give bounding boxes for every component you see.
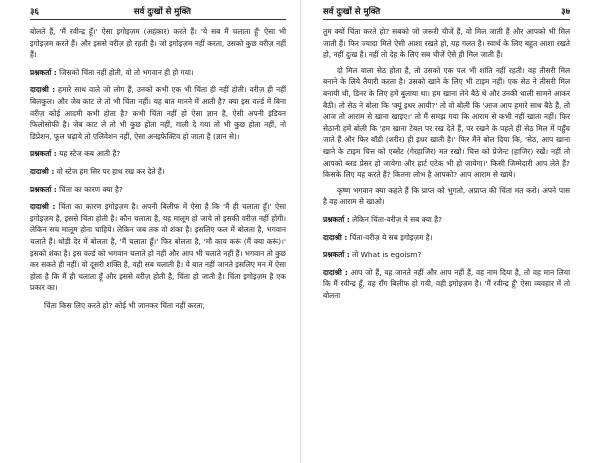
answer-paragraph: दादाश्री : आप जो हैं, वह जानते नहीं और आप नहीं हैं, वह नाम दिया है, तो वह मान लिया कि मैं रवीन्द्र हूँ, वह रॉंग बिलीफ हो गयी, वही इगोइज़म है। 'मैं रवीन्द्र हूँ' ऐसा व्यवहार में तो बोलना bbox=[323, 267, 570, 300]
speaker-label: दादाश्री : bbox=[323, 232, 348, 242]
running-title: सर्व दुःखों से मुक्ति bbox=[323, 7, 381, 17]
answer-paragraph: दादाश्री : वो स्टेज हम सिर पर हाथ रख कर देते हैं। bbox=[30, 166, 165, 176]
question-paragraph: प्रश्नकर्ता : जिसको चिंता नहीं होती, वो तो भगवान ही हो गया। bbox=[30, 67, 194, 77]
answer-paragraph: दादाश्री : चिंता-वरीज़ ये सब इगोइज़म है। bbox=[323, 232, 433, 242]
speaker-label: प्रश्नकर्ता : bbox=[30, 149, 57, 159]
page-number: ३६ bbox=[30, 7, 39, 17]
left-page-body bbox=[30, 26, 286, 311]
question-paragraph: प्रश्नकर्ता : यह स्टेज कब आती है? bbox=[30, 149, 121, 159]
paragraph: तुम क्यों चिंता करते हो? सबको जो जरूरी चीजें हैं, वो मिल जाती हैं और आपको भी मिल जाती हैं। फिर ज्यादा मिले ऐसी आशा रखते हो, यह गलत है। स्वार्थ के लिए बहुत आशा रखते हो, नहीं दुःख है। नहीं तो देह के लिए सब चीजें ऐसे ही मिल जाती हैं। bbox=[323, 27, 570, 60]
answer-paragraph: दादाश्री : चिंता का कारण इगोइज़म है। अपनी बिलीफ में ऐसा है कि 'मैं ही चलाता हूँ।' ऐसा इगोइज़म है, इससे चिंता होती है। कौन चलाता है, यह मालूम हो जाये तो इसकी वरीज़ नहीं होगी। लेकिन सच मालूम होना चाहिये। लेकिन जब तक वो शंका है। इसलिए फल में बोलता है, भगवान चलाते हैं। थोड़ी देर में बोलता है, 'मैं चलाता हूँ।' फिर बोलता है, 'मौ काय करूं (मैं क्या करूं)।' इसको शंका है। इस वर्ल्ड को भगवान चलाते हो नहीं और आप भी चलाते नहीं हैं। भगवान तो कुछ कर सकते ही नहीं। वो दूसरी शक्ति है, वही सब चलाती है। ये बात नहीं जानते इसलिए मन में ऐसा होता है कि मैं ही चलाता हूँ और इससे वरीज़ होती है, चिंता हो जाती है। चिंता इगोइज़म है एक प्रकार का। bbox=[30, 202, 286, 293]
speaker-label: दादाश्री : bbox=[30, 202, 56, 212]
question-paragraph: प्रश्नकर्ता : चिंता का कारण क्या है? bbox=[30, 184, 123, 194]
paragraph: दो मिल वाला सेठ होता है, तो उसको एक पल भी शांति नहीं रहती। वह तीसरी मिल बनाने के लिये तैयारी करता है। उसको खाने के लिए भी टाइम नहीं। एक सेठ ने तीसरी मिल बनायी थी, डिनर के लिए हमें बुलाया था। हम खाना लेने बैठे थे और उनकी थाली सामने आकर बैठी। तो सेठ ने बोला कि 'क्यूं इधर आयी?' तो वो बोली कि 'आज आप हमारे साथ बैठे हैं, तो आज तो आराम से खाना खाइए।' तो मैं समझ गया कि आराम से कभी नहीं खाता नहीं। फिर सेठानी हमें बोली कि 'हम खाना टेबल पर रख देते हैं, पर रखने के पहले ही सेठ मिल में पहुँच जाते हैं और फिर बॉडी (शरीर) ही इधर खाती है।' फिर मैंने बोल दिया कि, 'सेठ, आप खाना खाने के टाइम चित्त को एब्सेंट (गेरहाजिर) मत रखो। चित्त को प्रेजेन्ट (हाजिर) रखें। नहीं तो आपको ब्लड प्रेसर हो जायेगा और हार्ट एटेक भी हो जायेगा।' किसी जिम्मेदारी आप लेते हैं? किसके लिए यह करते हैं? कितना लोभ है आपको? आप आराम से खाये। bbox=[323, 65, 570, 180]
paragraph: बोलते हैं, 'मैं रवीन्द्र हूँ।' ऐसा इगोइज़म (अहंकार) करते हैं। 'ये सब मैं चलाता हूँ' ऐसा भी इगोइज़म करते हैं। और इससे वरीज़ हो रहती है। जो इगोइज़म नहीं करता, उसको कुछ वरीज़ नहीं हैं। bbox=[30, 27, 286, 60]
speaker-label: प्रश्नकर्ता : bbox=[30, 67, 57, 77]
speaker-label: प्रश्नकर्ता : bbox=[323, 214, 350, 224]
answer-paragraph: दादाश्री : हमारे साथ वाले जो लोग हैं, उनको कभी एक भी चिंता ही नहीं होती। वरीज़ ही नहीं बिलकुल। और जेब काट ले तो भी चिंता नहीं। यह बात मानने में आती है? क्या इस वर्ल्ड में बिना वरीज़ कोई आदमी कभी होता है? कभी चिंता नहीं हो ऐसा ज्ञान है, ऐसी अपनी इंडियन फिलोसोफी है। जेब काट ले तो भी कुछ होता नहीं, गाली दे गया तो भी कुछ होता नहीं, नो डिप्रेशन, फूल चढ़ाये तो एलिवेशन नहीं, ऐसा अनइफेक्टिव हो जाता है (ज्ञान से)। bbox=[30, 85, 286, 141]
speaker-label: प्रश्नकर्ता : bbox=[30, 184, 57, 194]
left-page-header bbox=[30, 6, 286, 20]
speaker-label: प्रश्नकर्ता : bbox=[323, 250, 350, 260]
paragraph: कृष्ण भगवान क्या कहते हैं कि प्राप्त को भुगतो, अप्राप्त की चिंता मत करो। अपने पास है वह आराम से खाओ। bbox=[323, 185, 570, 207]
right-page-header bbox=[323, 6, 570, 20]
running-title: सर्व दुःखों से मुक्ति bbox=[133, 7, 191, 17]
paragraph: चिंता किस लिए करते हो? कोई भी जानकर चिंता नहीं करता, bbox=[44, 300, 205, 310]
speaker-label: दादाश्री : bbox=[30, 85, 56, 95]
speaker-label: दादाश्री : bbox=[323, 267, 348, 277]
page-number: ३७ bbox=[561, 7, 570, 17]
speaker-label: दादाश्री : bbox=[30, 166, 55, 176]
question-paragraph: प्रश्नकर्ता : लेकिन चिंता-वरीज़ ये सब क्या है? bbox=[323, 214, 443, 224]
question-paragraph: प्रश्नकर्ता : तो What is egoism? bbox=[323, 250, 422, 260]
right-page bbox=[300, 0, 600, 463]
right-page-body bbox=[323, 26, 570, 301]
